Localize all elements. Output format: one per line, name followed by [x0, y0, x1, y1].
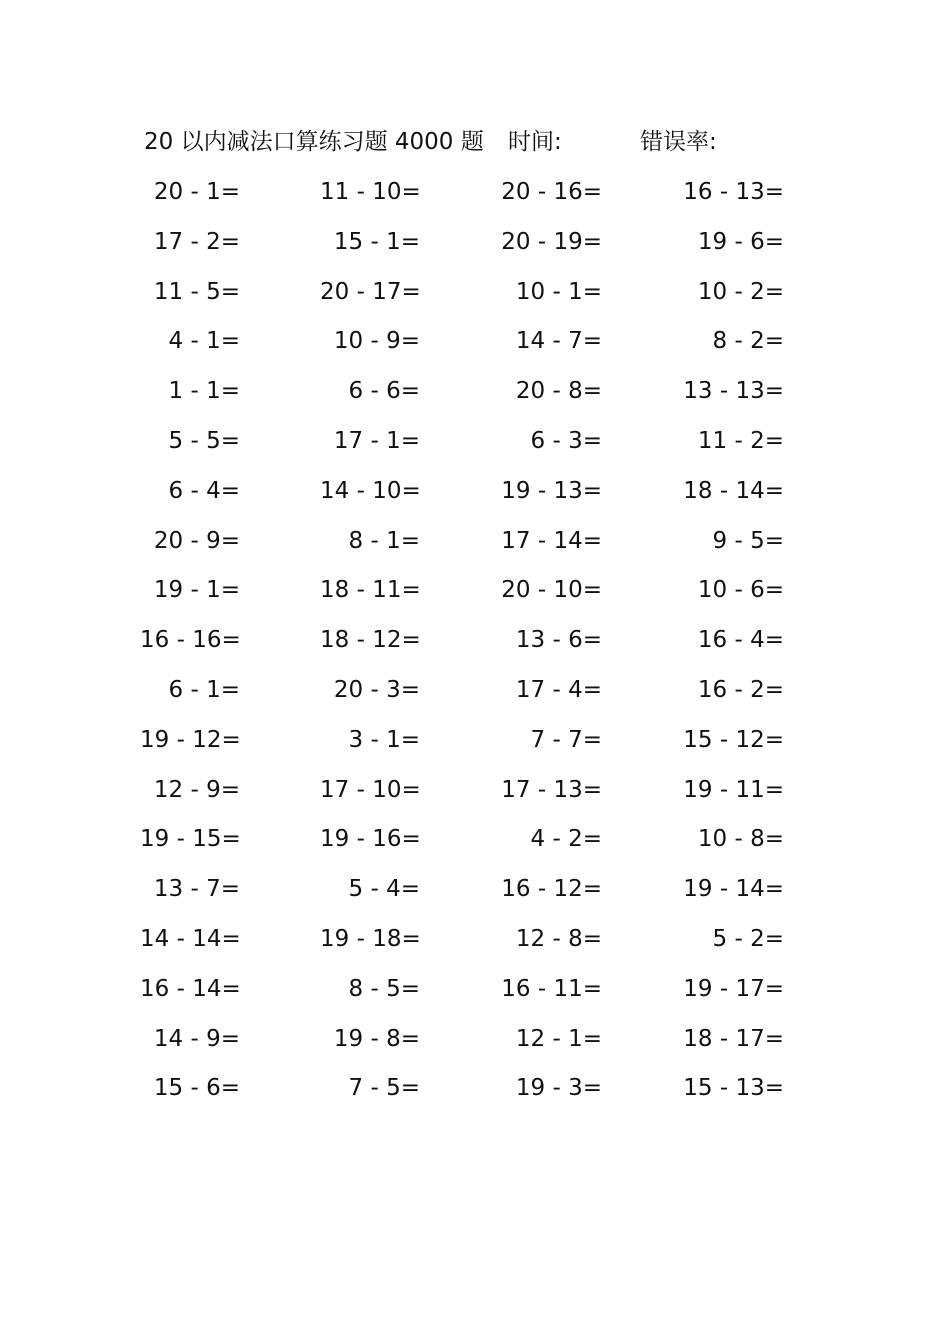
subtraction-problem: 8 - 1= — [348, 527, 420, 554]
subtraction-problem: 20 - 17= — [320, 278, 421, 305]
subtraction-problem: 18 - 12= — [320, 627, 421, 654]
subtraction-problem: 14 - 10= — [320, 477, 421, 504]
time-label: 时间: — [508, 129, 562, 155]
subtraction-problem: 18 - 14= — [683, 477, 784, 504]
error-rate-label: 错误率: — [640, 129, 717, 155]
subtraction-problem: 20 - 1= — [153, 179, 240, 205]
subtraction-problem: 19 - 1= — [153, 577, 240, 604]
subtraction-problem: 10 - 8= — [697, 826, 784, 853]
subtraction-problem: 15 - 1= — [333, 228, 420, 255]
subtraction-problem: 5 - 5= — [168, 427, 240, 454]
subtraction-problem: 20 - 8= — [515, 378, 602, 405]
subtraction-problem: 9 - 5= — [712, 527, 784, 554]
subtraction-problem: 6 - 4= — [168, 477, 240, 504]
subtraction-problem: 15 - 12= — [683, 726, 784, 753]
subtraction-problem: 7 - 5= — [348, 1075, 420, 1102]
worksheet-title: 20 以内减法口算练习题 4000 题 — [144, 129, 484, 155]
subtraction-problem: 19 - 13= — [501, 477, 602, 504]
subtraction-problem: 10 - 6= — [697, 577, 784, 604]
subtraction-problem: 5 - 2= — [712, 925, 784, 952]
subtraction-problem: 19 - 17= — [683, 975, 784, 1002]
subtraction-problem: 16 - 14= — [140, 975, 241, 1002]
subtraction-problem: 18 - 11= — [320, 577, 421, 604]
subtraction-problem: 8 - 2= — [712, 328, 784, 355]
subtraction-problem: 15 - 6= — [153, 1075, 240, 1102]
subtraction-problem: 7 - 7= — [530, 726, 602, 753]
subtraction-problem: 16 - 16= — [140, 627, 241, 654]
subtraction-problem: 16 - 13= — [683, 179, 784, 205]
subtraction-problem: 11 - 2= — [697, 427, 784, 454]
subtraction-problem: 20 - 9= — [153, 527, 240, 554]
subtraction-problem: 19 - 8= — [333, 1025, 420, 1052]
subtraction-problem: 11 - 10= — [320, 179, 421, 205]
subtraction-problem: 12 - 9= — [153, 776, 240, 803]
subtraction-problem: 13 - 13= — [683, 378, 784, 405]
subtraction-problem: 10 - 9= — [333, 328, 420, 355]
subtraction-problem: 18 - 17= — [683, 1025, 784, 1052]
subtraction-problem: 14 - 9= — [153, 1025, 240, 1052]
subtraction-problem: 19 - 11= — [683, 776, 784, 803]
subtraction-problem: 17 - 13= — [501, 776, 602, 803]
subtraction-problem: 19 - 15= — [140, 826, 241, 853]
subtraction-problem: 17 - 1= — [333, 427, 420, 454]
subtraction-problem: 17 - 14= — [501, 527, 602, 554]
subtraction-problem: 13 - 7= — [153, 876, 240, 903]
subtraction-problem: 13 - 6= — [515, 627, 602, 654]
subtraction-problem: 17 - 10= — [320, 776, 421, 803]
subtraction-problem: 16 - 2= — [697, 676, 784, 703]
subtraction-problem: 6 - 3= — [530, 427, 602, 454]
subtraction-problem: 16 - 12= — [501, 876, 602, 903]
subtraction-problem: 20 - 3= — [333, 676, 420, 703]
subtraction-problem: 6 - 1= — [168, 676, 240, 703]
subtraction-problem: 19 - 16= — [320, 826, 421, 853]
subtraction-problem: 14 - 14= — [140, 925, 241, 952]
subtraction-problem: 15 - 13= — [683, 1075, 784, 1102]
subtraction-problem: 10 - 2= — [697, 278, 784, 305]
subtraction-problem: 20 - 10= — [501, 577, 602, 604]
subtraction-problem: 8 - 5= — [348, 975, 420, 1002]
subtraction-problem: 14 - 7= — [515, 328, 602, 355]
subtraction-problem: 19 - 12= — [140, 726, 241, 753]
subtraction-problem: 11 - 5= — [153, 278, 240, 305]
subtraction-problem: 19 - 18= — [320, 925, 421, 952]
subtraction-problem: 19 - 6= — [697, 228, 784, 255]
subtraction-problem: 16 - 4= — [697, 627, 784, 654]
subtraction-problem: 6 - 6= — [348, 378, 420, 405]
subtraction-problem: 20 - 19= — [501, 228, 602, 255]
subtraction-problem: 4 - 1= — [168, 328, 240, 355]
subtraction-problem: 17 - 4= — [515, 676, 602, 703]
subtraction-problem: 20 - 16= — [501, 179, 602, 205]
subtraction-problem: 3 - 1= — [348, 726, 420, 753]
subtraction-problem: 12 - 1= — [515, 1025, 602, 1052]
subtraction-problem: 19 - 3= — [515, 1075, 602, 1102]
subtraction-problem: 16 - 11= — [501, 975, 602, 1002]
subtraction-problem: 4 - 2= — [530, 826, 602, 853]
subtraction-problem: 12 - 8= — [515, 925, 602, 952]
subtraction-problem: 1 - 1= — [168, 378, 240, 405]
subtraction-problem: 19 - 14= — [683, 876, 784, 903]
subtraction-problem: 17 - 2= — [153, 228, 240, 255]
subtraction-problem: 10 - 1= — [515, 278, 602, 305]
subtraction-problem: 5 - 4= — [348, 876, 420, 903]
